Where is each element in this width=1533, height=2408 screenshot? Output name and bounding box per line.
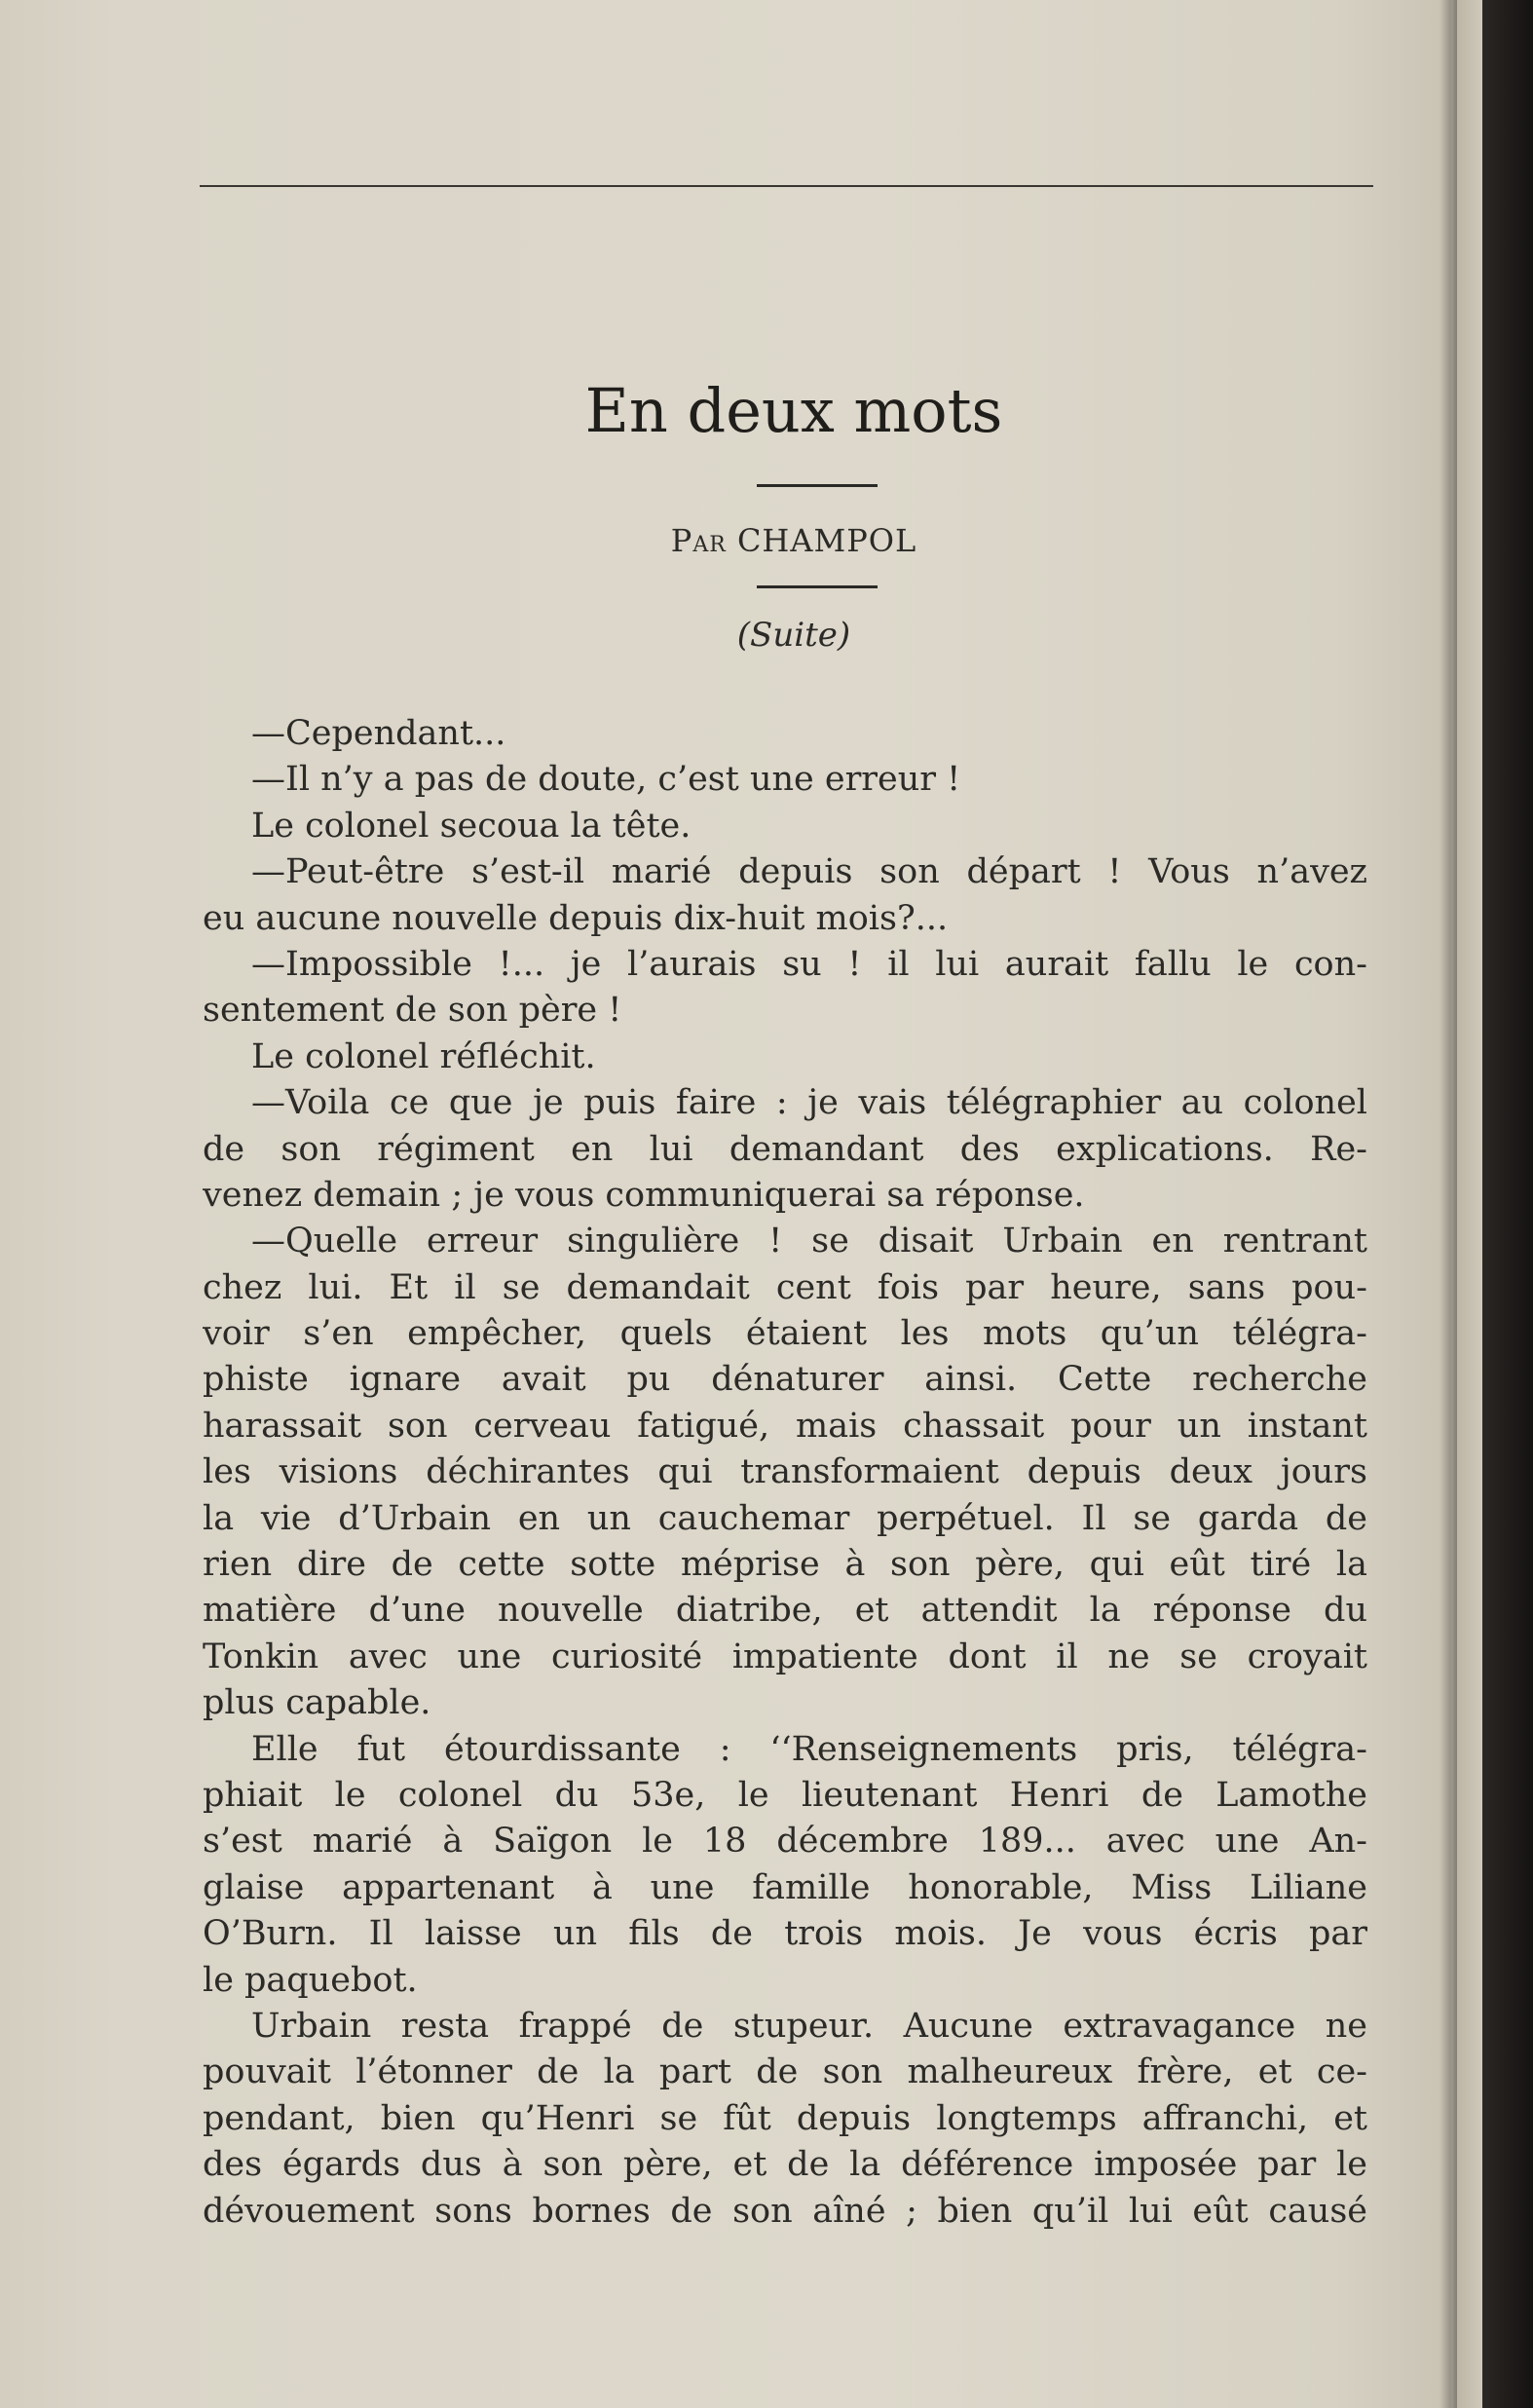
body-line: eu aucune nouvelle depuis dix-huit mois?...: [203, 898, 949, 938]
page-gutter-shadow: [1440, 0, 1457, 2408]
byline-author: CHAMPOL: [736, 522, 917, 559]
title-divider: [757, 484, 878, 487]
book-cover-edge: [1482, 0, 1533, 2408]
body-line: phiait le colonel du 53e, le lieutenant Henri de Lamothe: [203, 1775, 1367, 1815]
body-line: la vie d’Urbain en un cauchemar perpétuel. Il se garda de: [203, 1498, 1367, 1538]
body-line: Tonkin avec une curiosité impatiente dont il ne se croyait: [203, 1637, 1367, 1676]
byline-prefix: Par: [670, 522, 727, 559]
body-line: harassait son cerveau fatigué, mais chassait pour un instant: [203, 1406, 1367, 1446]
body-line: phiste ignare avait pu dénaturer ainsi. Cette recherche: [203, 1360, 1367, 1400]
body-line: —Peut-être s’est-il marié depuis son départ ! Vous n’avez: [251, 852, 1367, 892]
article-body: [203, 711, 1367, 2235]
body-line: sentement de son père !: [203, 991, 622, 1031]
body-line: pouvait l’étonner de la part de son malheureux frère, et ce-: [203, 2052, 1367, 2092]
body-line: de son régiment en lui demandant des explications. Re-: [203, 1129, 1367, 1169]
article-title: En deux mots: [584, 375, 1003, 446]
body-line: s’est marié à Saïgon le 18 décembre 189... avec une An-: [203, 1822, 1367, 1862]
next-page-edge: [1457, 0, 1482, 2408]
body-line: —Il n’y a pas de doute, c’est une erreur !: [251, 760, 961, 800]
body-line: Urbain resta frappé de stupeur. Aucune extravagance ne: [251, 2006, 1367, 2046]
header-rule: [200, 185, 1373, 187]
byline-divider: [757, 585, 878, 588]
body-line: Le colonel secoua la tête.: [251, 806, 692, 846]
body-line: des égards dus à son père, et de la déférence imposée par le: [203, 2145, 1367, 2185]
body-line: O’Burn. Il laisse un fils de trois mois. Je vous écris par: [203, 1914, 1367, 1954]
body-line: plus capable.: [203, 1683, 431, 1723]
byline: [0, 522, 1533, 559]
body-line: —Voila ce que je puis faire : je vais télégraphier au colonel: [251, 1083, 1367, 1123]
body-line: —Quelle erreur singulière ! se disait Urbain en rentrant: [251, 1222, 1367, 1261]
body-line: les visions déchirantes qui transformaient depuis deux jours: [203, 1452, 1367, 1492]
body-line: matière d’une nouvelle diatribe, et attendit la réponse du: [203, 1591, 1367, 1631]
body-line: venez demain ; je vous communiquerai sa réponse.: [203, 1175, 1085, 1215]
body-line: dévouement sons bornes de son aîné ; bien qu’il lui eût causé: [203, 2191, 1367, 2231]
body-line: le paquebot.: [203, 1960, 418, 2000]
body-line: Elle fut étourdissante : ‘‘Renseignements pris, télégra-: [251, 1729, 1367, 1769]
continued-marker: (Suite): [736, 616, 851, 655]
body-line: voir s’en empêcher, quels étaient les mots qu’un télégra-: [203, 1314, 1367, 1354]
body-line: rien dire de cette sotte méprise à son père, qui eût tiré la: [203, 1545, 1367, 1585]
body-line: Le colonel réfléchit.: [251, 1036, 596, 1076]
body-line: —Cependant...: [251, 714, 506, 753]
body-line: chez lui. Et il se demandait cent fois par heure, sans pou-: [203, 1267, 1367, 1307]
body-line: pendant, bien qu’Henri se fût depuis longtemps affranchi, et: [203, 2098, 1367, 2138]
body-line: glaise appartenant à une famille honorable, Miss Liliane: [203, 1867, 1367, 1907]
body-line: —Impossible !... je l’aurais su ! il lui aurait fallu le con-: [251, 944, 1367, 984]
